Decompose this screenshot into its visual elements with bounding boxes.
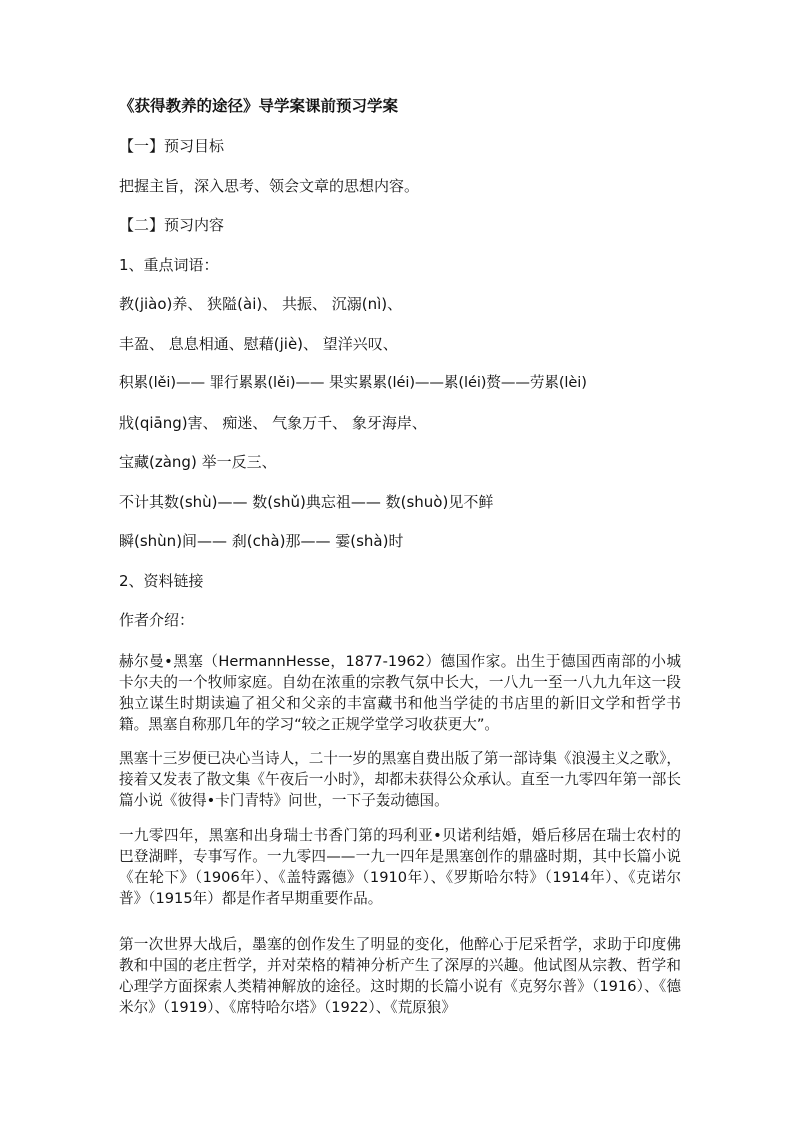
document-title: 《获得教养的途径》导学案课前预习学案: [119, 97, 399, 115]
vocab-line: 宝藏(zàng) 举一反三、: [119, 453, 277, 471]
section2-heading: 【二】预习内容: [119, 216, 225, 234]
item2-heading: 2、资料链接: [119, 572, 204, 590]
vocab-line: 瞬(shùn)间—— 刹(chà)那—— 霎(shà)时: [119, 532, 404, 550]
item1-heading: 1、重点词语：: [119, 256, 219, 274]
vocab-line: 教(jiào)养、 狭隘(ài)、 共振、 沉溺(nì)、: [119, 295, 403, 313]
section1-text: 把握主旨，深入思考、领会文章的思想内容。: [119, 177, 420, 195]
vocab-line: 不计其数(shù)—— 数(shǔ)典忘祖—— 数(shuò)见不鲜: [119, 493, 494, 511]
author-heading: 作者介绍：: [119, 611, 195, 629]
section1-heading: 【一】预习目标: [119, 137, 225, 155]
vocab-line: 戕(qiāng)害、 痴迷、 气象万千、 象牙海岸、: [119, 414, 427, 432]
vocab-line: 积累(lěi)—— 罪行累累(lěi)—— 果实累累(léi)——累(léi)赘——劳累(lèi): [119, 374, 587, 391]
author-paragraph: 黑塞十三岁便已决心当诗人，二十一岁的黑塞自费出版了第一部诗集《浪漫主义之歌》，接着又发表了散文集《午夜后一小时》，却都未获得公众承认。直至一九零四年第一部长篇小说《彼得•卡门青特》问世，一下子轰动德国。: [119, 750, 681, 809]
vocab-line: 丰盈、 息息相通、慰藉(jiè)、 望洋兴叹、: [119, 335, 398, 353]
author-paragraph: 一九零四年，黑塞和出身瑞士书香门第的玛利亚•贝诺利结婚，婚后移居在瑞士农村的巴登湖畔，专事写作。一九零四——一九一四年是黑塞创作的鼎盛时期，其中长篇小说《在轮下》（1906年）、《盖特露德》（1910年）、《罗斯哈尔特》（1914年）、《克诺尔普》（1915年）都是作者早期重要作品。: [119, 827, 681, 907]
author-paragraph: 第一次世界大战后，墨塞的创作发生了明显的变化，他醉心于尼采哲学，求助于印度佛教和中国的老庄哲学，并对荣格的精神分析产生了深厚的兴趣。他试图从宗教、哲学和心理学方面探索人类精神解放的途径。这时期的长篇小说有《克努尔普》（1916）、《德米尔》（1919）、《席特哈尔塔》（1922）、《荒原狼》: [119, 936, 681, 1016]
author-paragraph: 赫尔曼•黑塞（HermannHesse，1877-1962）德国作家。出生于德国西南部的小城卡尔夫的一个牧师家庭。自幼在浓重的宗教气氛中长大，一八九一至一八九九年这一段独立谋生时期读遍了祖父和父亲的丰富藏书和他当学徒的书店里的新旧文学和哲学书籍。黑塞自称那几年的学习“较之正规学堂学习收获更大”。: [119, 653, 681, 733]
